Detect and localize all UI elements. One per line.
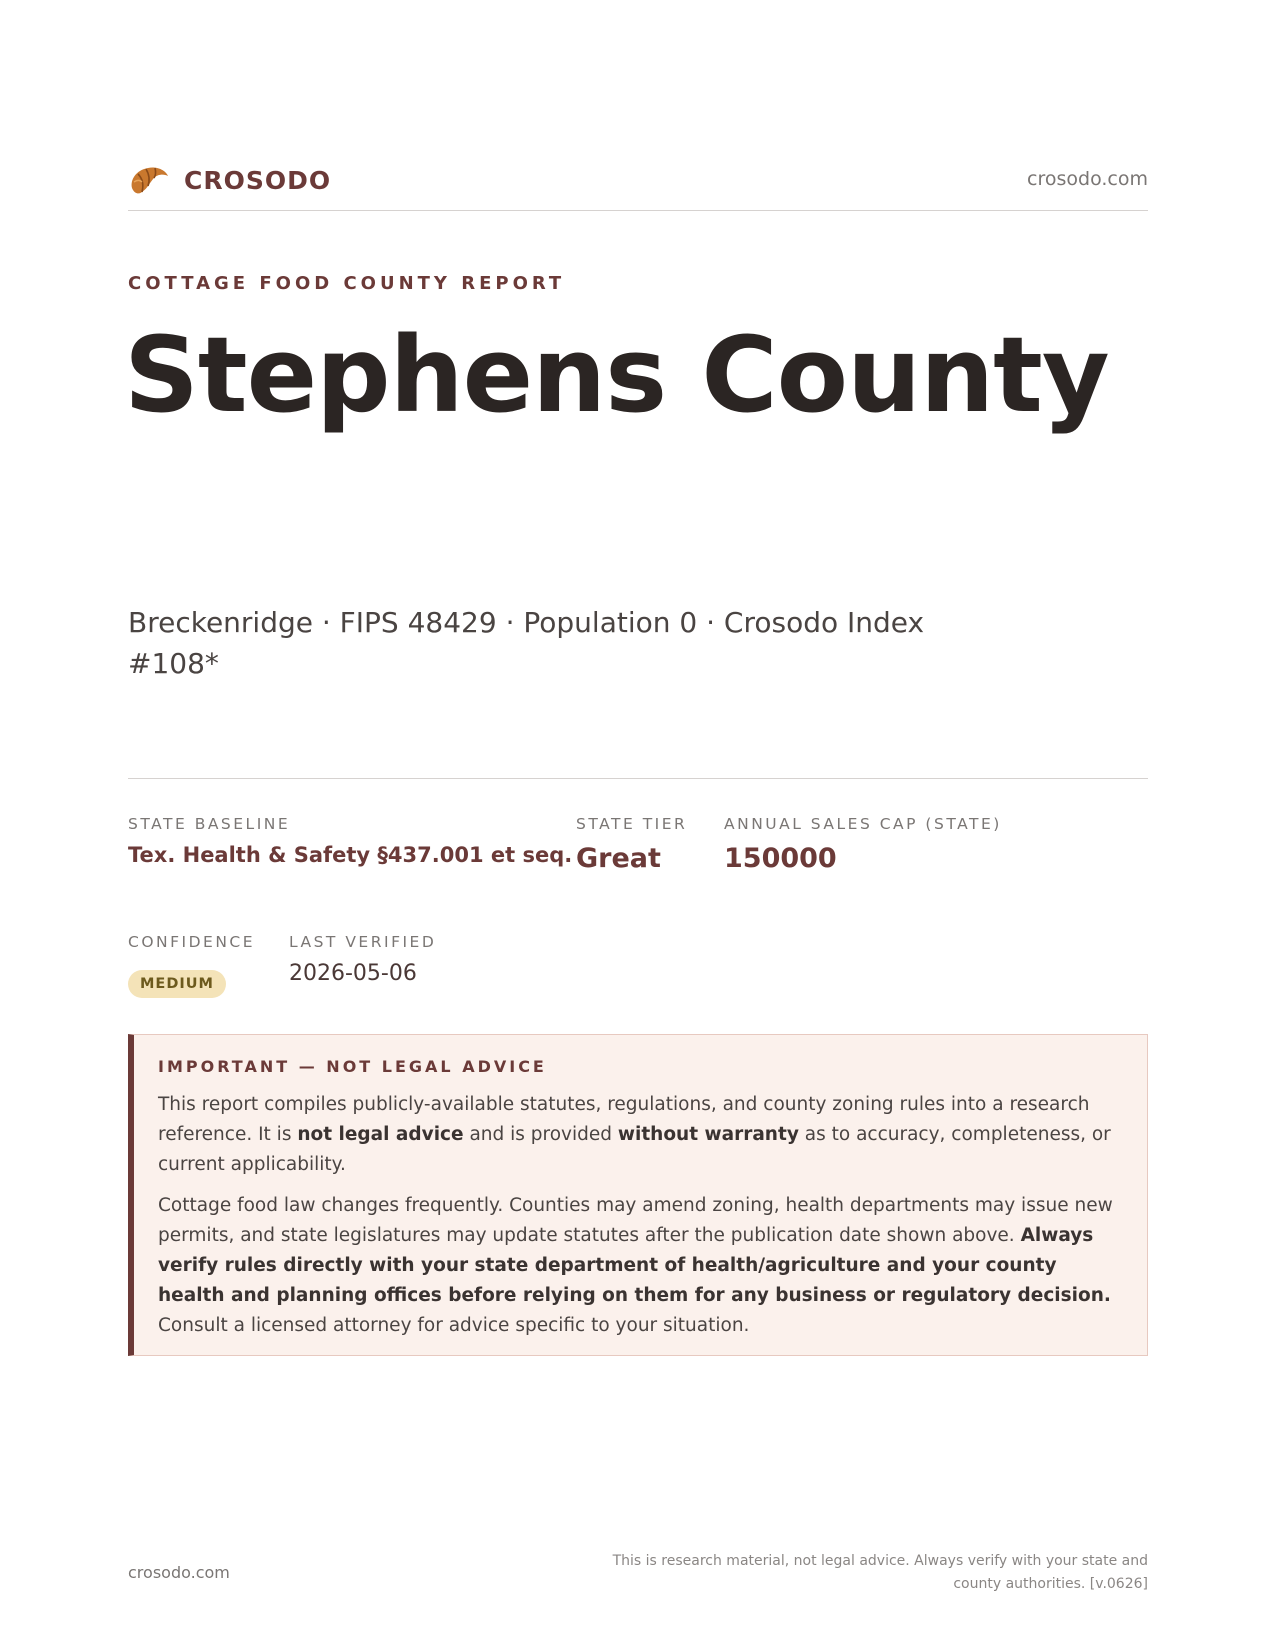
report-eyebrow: COTTAGE FOOD COUNTY REPORT [128,273,566,294]
state-baseline-label: STATE BASELINE [128,815,291,833]
page-title: Stephens County [124,314,1109,436]
croissant-icon [128,162,170,198]
state-tier-label: STATE TIER [576,815,688,833]
sales-cap-value: 150000 [724,843,837,874]
state-baseline-value: Tex. Health & Safety §437.001 et seq. [128,843,573,867]
notice-text: This report compiles publicly-available statutes, regulations, and county zoning rules into a research reference. It is [158,1094,1090,1145]
last-verified-label: LAST VERIFIED [289,933,437,951]
notice-emphasis: not legal advice [297,1124,464,1145]
report-subtitle: Breckenridge · FIPS 48429 · Population 0 · Crosodo Index #108* [128,606,925,680]
footer-disclaimer: This is research material, not legal advice. Always verify with your state and county authorities. [v.0626] [612,1553,1148,1592]
confidence-badge: MEDIUM [128,970,226,998]
notice-paragraph [158,1191,1121,1341]
notice-text: Cottage food law changes frequently. Counties may amend zoning, health departments may issue new permits, and state legislatures may update statutes after the publication date shown above. [158,1195,1113,1246]
section-divider [128,778,1148,779]
sales-cap-label: ANNUAL SALES CAP (STATE) [724,815,1002,833]
notice-text: as to accuracy, completeness, or current applicability. [158,1124,1111,1175]
confidence-label: CONFIDENCE [128,933,256,951]
notice-text: and is provided [463,1124,618,1145]
legal-notice [128,1034,1148,1356]
brand-name: CROSODO [184,165,332,195]
last-verified-value: 2026-05-06 [289,961,417,986]
notice-text: Consult a licensed attorney for advice specific to your situation. [158,1315,750,1336]
brand[interactable] [128,162,331,198]
notice-emphasis: without warranty [617,1124,799,1145]
notice-emphasis: Always verify rules directly with your state department of health/agriculture and your county health and planning offices before relying on them for any business or regulatory decision. [158,1225,1111,1306]
report-page [124,0,1148,1650]
notice-title: IMPORTANT — NOT LEGAL ADVICE [158,1057,547,1076]
site-url[interactable]: crosodo.com [1027,168,1148,190]
notice-paragraph [158,1090,1121,1180]
footer-url[interactable]: crosodo.com [128,1563,230,1582]
state-tier-value: Great [576,843,661,874]
page-header [128,150,1148,211]
